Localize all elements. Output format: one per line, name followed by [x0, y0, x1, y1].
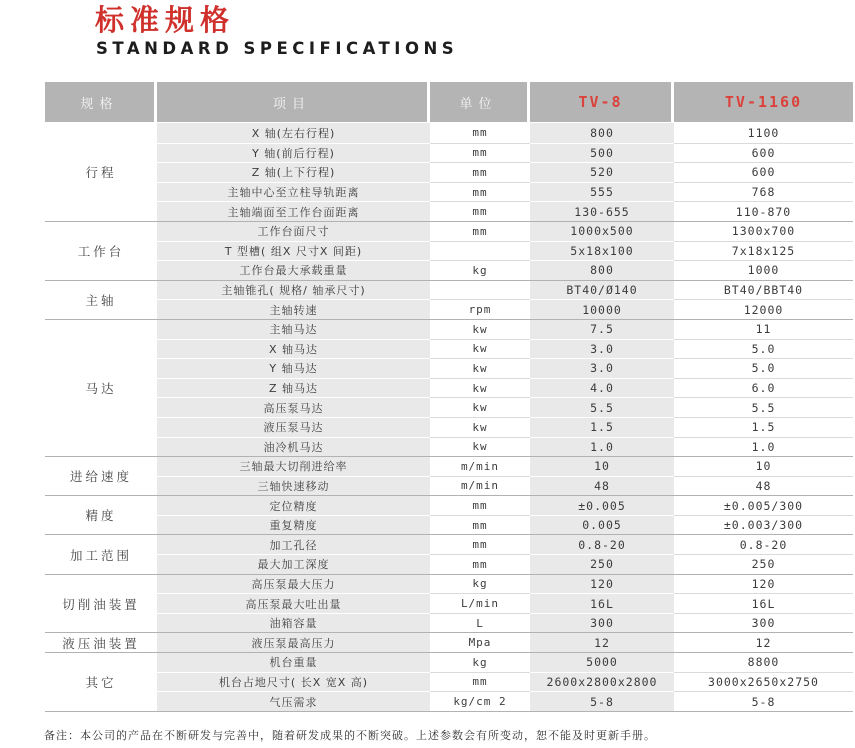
- group-label: 进给速度: [45, 456, 157, 495]
- tv1160-value-cell: 0.8-20: [674, 534, 853, 554]
- tv1160-value-cell: 5-8: [674, 691, 853, 711]
- tv8-value-cell: 0.8-20: [530, 534, 674, 554]
- unit-cell: mm: [430, 221, 530, 241]
- tv1160-value-cell: 10: [674, 456, 853, 476]
- item-cell: X 轴马达: [157, 339, 430, 359]
- tv1160-value-cell: 110-870: [674, 201, 853, 221]
- item-cell: 高压泵最大吐出量: [157, 593, 430, 613]
- unit-cell: mm: [430, 123, 530, 143]
- item-cell: 气压需求: [157, 691, 430, 711]
- item-cell: 主轴转速: [157, 299, 430, 319]
- item-cell: 重复精度: [157, 515, 430, 535]
- tv8-value-cell: 2600x2800x2800: [530, 672, 674, 692]
- tv1160-value-cell: 6.0: [674, 378, 853, 398]
- tv1160-value-cell: 1100: [674, 123, 853, 143]
- unit-cell: mm: [430, 534, 530, 554]
- unit-cell: kw: [430, 319, 530, 339]
- tv8-value-cell: 250: [530, 554, 674, 574]
- page-subtitle: STANDARD SPECIFICATIONS: [96, 38, 459, 58]
- group-label: 加工范围: [45, 534, 157, 573]
- tv8-value-cell: 4.0: [530, 378, 674, 398]
- unit-cell: m/min: [430, 456, 530, 476]
- unit-cell: kg/cm 2: [430, 691, 530, 711]
- tv8-value-cell: 5x18x100: [530, 241, 674, 261]
- item-cell: 加工孔径: [157, 534, 430, 554]
- tv1160-value-cell: 5.5: [674, 397, 853, 417]
- tv1160-value-cell: 5.0: [674, 358, 853, 378]
- tv1160-value-cell: 16L: [674, 593, 853, 613]
- tv1160-value-cell: 11: [674, 319, 853, 339]
- tv8-value-cell: 520: [530, 162, 674, 182]
- unit-cell: mm: [430, 182, 530, 202]
- tv8-value-cell: 10000: [530, 299, 674, 319]
- item-cell: Z 轴马达: [157, 378, 430, 398]
- tv1160-value-cell: ±0.005/300: [674, 495, 853, 515]
- unit-cell: [430, 280, 530, 300]
- unit-cell: [430, 241, 530, 261]
- tv8-value-cell: 3.0: [530, 339, 674, 359]
- item-cell: 三轴快速移动: [157, 476, 430, 496]
- tv1160-value-cell: 1.5: [674, 417, 853, 437]
- item-cell: 主轴马达: [157, 319, 430, 339]
- item-cell: T 型槽( 组X 尺寸X 间距): [157, 241, 430, 261]
- tv1160-value-cell: 300: [674, 613, 853, 633]
- item-cell: 最大加工深度: [157, 554, 430, 574]
- column-header-tv8: TV-8: [530, 82, 674, 122]
- unit-cell: kw: [430, 397, 530, 417]
- unit-cell: mm: [430, 672, 530, 692]
- column-header-item: 项目: [157, 82, 430, 122]
- group-label: 其它: [45, 652, 157, 711]
- group-label: 工作台: [45, 221, 157, 280]
- unit-cell: Mpa: [430, 632, 530, 652]
- unit-cell: kg: [430, 652, 530, 672]
- item-cell: 液压泵最高压力: [157, 632, 430, 652]
- unit-cell: rpm: [430, 299, 530, 319]
- tv8-value-cell: ±0.005: [530, 495, 674, 515]
- item-cell: 主轴锥孔( 规格/ 轴承尺寸): [157, 280, 430, 300]
- unit-cell: kw: [430, 358, 530, 378]
- group-label: 精度: [45, 495, 157, 534]
- tv8-value-cell: 555: [530, 182, 674, 202]
- page-title: 标准规格: [95, 3, 236, 37]
- item-cell: 定位精度: [157, 495, 430, 515]
- unit-cell: kg: [430, 574, 530, 594]
- table-header-row: [45, 82, 853, 122]
- tv8-value-cell: 12: [530, 632, 674, 652]
- group-label: 液压油装置: [45, 632, 157, 652]
- tv8-value-cell: 16L: [530, 593, 674, 613]
- tv8-value-cell: 130-655: [530, 201, 674, 221]
- tv8-value-cell: 1.5: [530, 417, 674, 437]
- item-cell: 高压泵马达: [157, 397, 430, 417]
- page-header: [95, 5, 458, 58]
- item-cell: 工作台面尺寸: [157, 221, 430, 241]
- item-cell: 主轴中心至立柱导轨距离: [157, 182, 430, 202]
- tv1160-value-cell: ±0.003/300: [674, 515, 853, 535]
- column-header-unit: 单位: [430, 82, 530, 122]
- unit-cell: mm: [430, 554, 530, 574]
- tv8-value-cell: 120: [530, 574, 674, 594]
- tv8-value-cell: BT40/Ø140: [530, 280, 674, 300]
- tv1160-value-cell: BT40/BBT40: [674, 280, 853, 300]
- item-cell: Z 轴(上下行程): [157, 162, 430, 182]
- unit-cell: mm: [430, 162, 530, 182]
- item-cell: X 轴(左右行程): [157, 123, 430, 143]
- unit-cell: kg: [430, 260, 530, 280]
- unit-cell: kw: [430, 437, 530, 457]
- tv1160-value-cell: 8800: [674, 652, 853, 672]
- unit-cell: m/min: [430, 476, 530, 496]
- spec-table: [45, 82, 853, 712]
- item-cell: 机台占地尺寸( 长X 宽X 高): [157, 672, 430, 692]
- unit-cell: L: [430, 613, 530, 633]
- item-cell: 液压泵马达: [157, 417, 430, 437]
- unit-cell: mm: [430, 495, 530, 515]
- unit-cell: kw: [430, 339, 530, 359]
- tv1160-value-cell: 120: [674, 574, 853, 594]
- unit-cell: mm: [430, 201, 530, 221]
- item-cell: 工作台最大承载重量: [157, 260, 430, 280]
- footnote: 备注：本公司的产品在不断研发与完善中，随着研发成果的不断突破。上述参数会有所变动，恕不能及时更新手册。: [44, 729, 656, 742]
- tv8-value-cell: 5000: [530, 652, 674, 672]
- item-cell: Y 轴(前后行程): [157, 143, 430, 163]
- tv1160-value-cell: 768: [674, 182, 853, 202]
- table-body: [45, 123, 853, 712]
- tv1160-value-cell: 1.0: [674, 437, 853, 457]
- tv8-value-cell: 1000x500: [530, 221, 674, 241]
- item-cell: Y 轴马达: [157, 358, 430, 378]
- item-cell: 油箱容量: [157, 613, 430, 633]
- tv8-value-cell: 10: [530, 456, 674, 476]
- tv1160-value-cell: 5.0: [674, 339, 853, 359]
- tv1160-value-cell: 600: [674, 162, 853, 182]
- tv1160-value-cell: 3000x2650x2750: [674, 672, 853, 692]
- tv1160-value-cell: 250: [674, 554, 853, 574]
- item-cell: 三轴最大切削进给率: [157, 456, 430, 476]
- item-cell: 高压泵最大压力: [157, 574, 430, 594]
- tv8-value-cell: 300: [530, 613, 674, 633]
- tv8-value-cell: 0.005: [530, 515, 674, 535]
- tv8-value-cell: 5.5: [530, 397, 674, 417]
- item-cell: 主轴端面至工作台面距离: [157, 201, 430, 221]
- group-label: 主轴: [45, 280, 157, 319]
- tv8-value-cell: 3.0: [530, 358, 674, 378]
- item-cell: 机台重量: [157, 652, 430, 672]
- tv1160-value-cell: 12000: [674, 299, 853, 319]
- tv1160-value-cell: 12: [674, 632, 853, 652]
- item-cell: 油冷机马达: [157, 437, 430, 457]
- tv8-value-cell: 1.0: [530, 437, 674, 457]
- tv1160-value-cell: 1300x700: [674, 221, 853, 241]
- unit-cell: kw: [430, 378, 530, 398]
- tv8-value-cell: 500: [530, 143, 674, 163]
- tv1160-value-cell: 600: [674, 143, 853, 163]
- tv8-value-cell: 800: [530, 123, 674, 143]
- column-header-tv1160: TV-1160: [674, 82, 853, 122]
- column-header-spec: 规格: [45, 82, 157, 122]
- tv1160-value-cell: 7x18x125: [674, 241, 853, 261]
- tv1160-value-cell: 48: [674, 476, 853, 496]
- tv1160-value-cell: 1000: [674, 260, 853, 280]
- tv8-value-cell: 48: [530, 476, 674, 496]
- group-label: 行程: [45, 123, 157, 221]
- unit-cell: mm: [430, 515, 530, 535]
- unit-cell: L/min: [430, 593, 530, 613]
- unit-cell: mm: [430, 143, 530, 163]
- unit-cell: kw: [430, 417, 530, 437]
- group-label: 切削油装置: [45, 574, 157, 633]
- group-label: 马达: [45, 319, 157, 456]
- tv8-value-cell: 5-8: [530, 691, 674, 711]
- tv8-value-cell: 7.5: [530, 319, 674, 339]
- tv8-value-cell: 800: [530, 260, 674, 280]
